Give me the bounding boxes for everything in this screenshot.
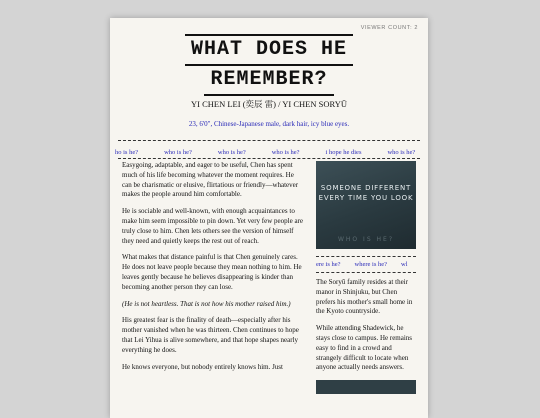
viewer-count: VIEWER COUNT: 2 (360, 25, 418, 31)
side-paragraph: While attending Shadewick, he stays close to campus. He remains easy to find in a crowd and strangely difficult to locate when anyone actually needs answers. (316, 324, 413, 372)
side-image-ghost-text: WHO IS HE? (337, 236, 395, 243)
marquee-item: who is he? (271, 149, 300, 156)
character-page (110, 18, 428, 418)
side-image (316, 161, 416, 249)
side-column (316, 161, 418, 394)
character-name: YI CHEN LEI (奕辰 雷) / YI CHEN SORYŪ (191, 99, 347, 109)
main-paragraph: He is sociable and well-known, with enough acquaintances to make him seem impossible to pin down. Yet very few people are truly close to him. Chen lets others see the version of himself they need and quietly keeps the rest out of reach. (122, 207, 303, 245)
page-title (110, 34, 428, 96)
main-paragraph: His greatest fear is the finality of death—especially after his mother vanished when he was thirteen. Chen continues to hope that Lei Yihua is alive somewhere, and that hope shapes nearly everything he does. (122, 316, 299, 354)
main-paragraph: Easygoing, adaptable, and eager to be useful, Chen has spent much of his life becoming whatever the moment requires. He can be charismatic or elusive, flirtatious or friendly—whatever makes the people around him comfortable. (122, 161, 299, 199)
side-image-2 (316, 380, 416, 394)
main-paragraph: He knows everyone, but nobody entirely knows him. Just (122, 362, 283, 371)
italic-aside: (He is not heartless. That is not how his mother raised him.) (122, 299, 291, 308)
marquee-item: i hope he dies (325, 149, 362, 156)
marquee-item: who is he? (164, 149, 192, 156)
side-text (316, 278, 418, 373)
main-paragraph: What makes that distance painful is that Chen genuinely cares. He does not leave people because they mean nothing to him. He leaves gently because he believes disappearing is kinder than becoming another person they can lose. (122, 253, 302, 291)
marquee-item: who is he? (387, 149, 416, 156)
side-marquee-item: where is he? (354, 261, 388, 268)
title-line-2: REMEMBER? (204, 66, 333, 96)
side-marquee-item: wl (401, 261, 408, 268)
side-marquee-banner (316, 256, 416, 273)
title-line-1: WHAT DOES HE (185, 34, 353, 66)
marquee-item: who is he? (217, 149, 246, 156)
main-column (122, 161, 304, 379)
side-marquee-item: ere is he? (316, 261, 341, 268)
marquee-item: ho is he? (115, 149, 139, 156)
character-description: 23, 6'0", Chinese-Japanese male, dark hair, icy blue eyes. (188, 120, 350, 128)
side-image-caption: SOMEONE DIFFERENT EVERY TIME YOU LOOK (318, 184, 414, 202)
marquee-banner (115, 140, 420, 159)
side-paragraph: The Soryū family resides at their manor in Shinjuku, but Chen prefers his mother's small home in the Kyoto countryside. (316, 278, 413, 316)
